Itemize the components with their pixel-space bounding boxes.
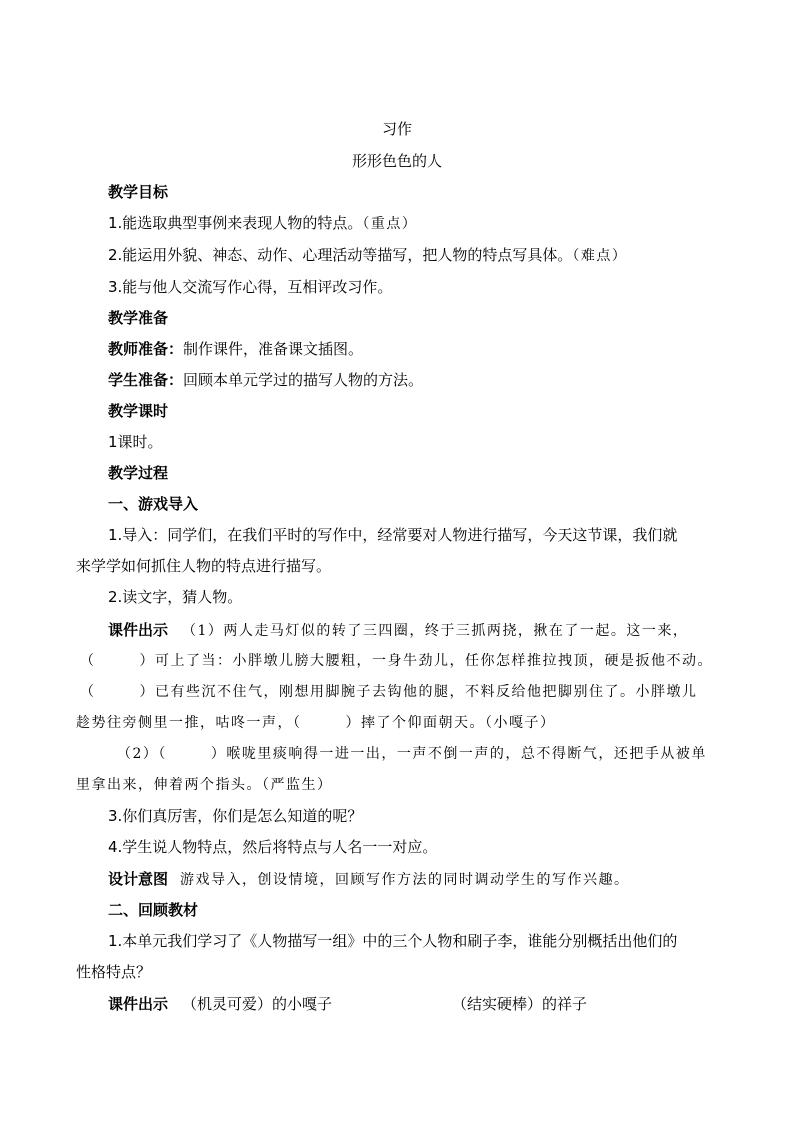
- design-label: 设计意图: [108, 870, 169, 888]
- goal-tag-difficulty: （难点）: [572, 248, 628, 264]
- passage1-line1: [108, 619, 688, 642]
- character-trait-b: （结实硬棒）的祥子: [452, 995, 588, 1013]
- passage-text: 趁势往旁侧里一推，咕咚一声，（: [76, 715, 302, 731]
- review-line1: 1.本单元我们学习了《人物描写一组》中的三个人物和刷子李，谁能分别概括出他们的: [108, 932, 678, 950]
- passage-text: （2）（: [117, 746, 167, 762]
- step4: 4.学生说人物特点，然后将特点与人名一一对应。: [108, 838, 438, 856]
- goal-item: 3.能与他人交流写作心得，互相评改习作。: [108, 278, 393, 296]
- show-label: 课件出示: [108, 621, 169, 639]
- goal-tag-key: （重点）: [362, 216, 418, 232]
- goal-text: 1.能选取典型事例来表现人物的特点。: [108, 214, 363, 232]
- step2: 2.读文字，猜人物。: [108, 588, 243, 606]
- goal-item: [108, 244, 627, 267]
- step1-line1: 1.导入：同学们，在我们平时的写作中，经常要对人物进行描写，今天这节课，我们就: [108, 526, 678, 544]
- character-trait-a: （机灵可爱）的小嘎子: [182, 995, 333, 1013]
- passage2-line2: 里拿出来，伸着两个指头。（严监生）: [76, 777, 333, 793]
- hours-heading: 教学课时: [108, 402, 169, 420]
- student-prep: [108, 369, 423, 391]
- goals-heading: 教学目标: [108, 183, 169, 201]
- step1-line2: 来学学如何抓住人物的特点进行描写。: [76, 557, 332, 575]
- goal-text: 2.能运用外貌、神态、动作、心理活动等描写，把人物的特点写具体。: [108, 246, 573, 264]
- document-subtitle: 形形色色的人: [351, 152, 442, 170]
- step3: 3.你们真厉害，你们是怎么知道的呢？: [108, 807, 363, 825]
- prep-heading: 教学准备: [108, 309, 169, 327]
- passage1-line4: [76, 712, 556, 734]
- passage-text: ）摔了个仰面朝天。（小嘎子）: [345, 715, 556, 731]
- paren-open: （: [80, 684, 96, 700]
- process-heading: 教学过程: [108, 464, 169, 482]
- document-title: 习作: [381, 120, 412, 138]
- hours-text: 1课时。: [108, 433, 163, 451]
- part2-heading: 二、回顾教材: [108, 901, 199, 919]
- passage2-line1: [117, 743, 707, 765]
- passage-text: ）喉咙里痰响得一进一出，一声不倒一声的，总不得断气，还把手从被单: [210, 746, 707, 762]
- passage-text: ）可上了当：小胖墩儿膀大腰粗，一身牛劲儿，任你怎样推拉拽顶，硬是扳他不动。: [139, 653, 713, 669]
- review-line2: 性格特点？: [76, 963, 152, 981]
- passage-text: （1）两人走马灯似的转了三四圈，终于三抓两挠，揪在了一起。这一来，: [182, 623, 689, 639]
- part1-heading: 一、游戏导入: [108, 495, 199, 513]
- paren-open: （: [80, 653, 96, 669]
- teacher-prep: [108, 338, 363, 360]
- design-intent: [108, 868, 630, 891]
- passage1-line2: [80, 650, 713, 672]
- passage-text: ）已有些沉不住气，刚想用脚腕子去钩他的腿，不料反给他把脚别住了。小胖墩儿: [139, 684, 698, 700]
- design-text: 游戏导入，创设情境，回顾写作方法的同时调动学生的写作兴趣。: [180, 872, 630, 888]
- passage1-line3: [80, 681, 698, 703]
- student-prep-text: 回顾本单元学过的描写人物的方法。: [183, 371, 424, 389]
- student-prep-label: 学生准备：: [108, 371, 184, 389]
- show2-line: [108, 993, 587, 1015]
- show-label: 课件出示: [108, 995, 169, 1013]
- teacher-prep-label: 教师准备：: [108, 340, 184, 358]
- goal-item: [108, 212, 417, 235]
- teacher-prep-text: 制作课件，准备课文插图。: [183, 340, 364, 358]
